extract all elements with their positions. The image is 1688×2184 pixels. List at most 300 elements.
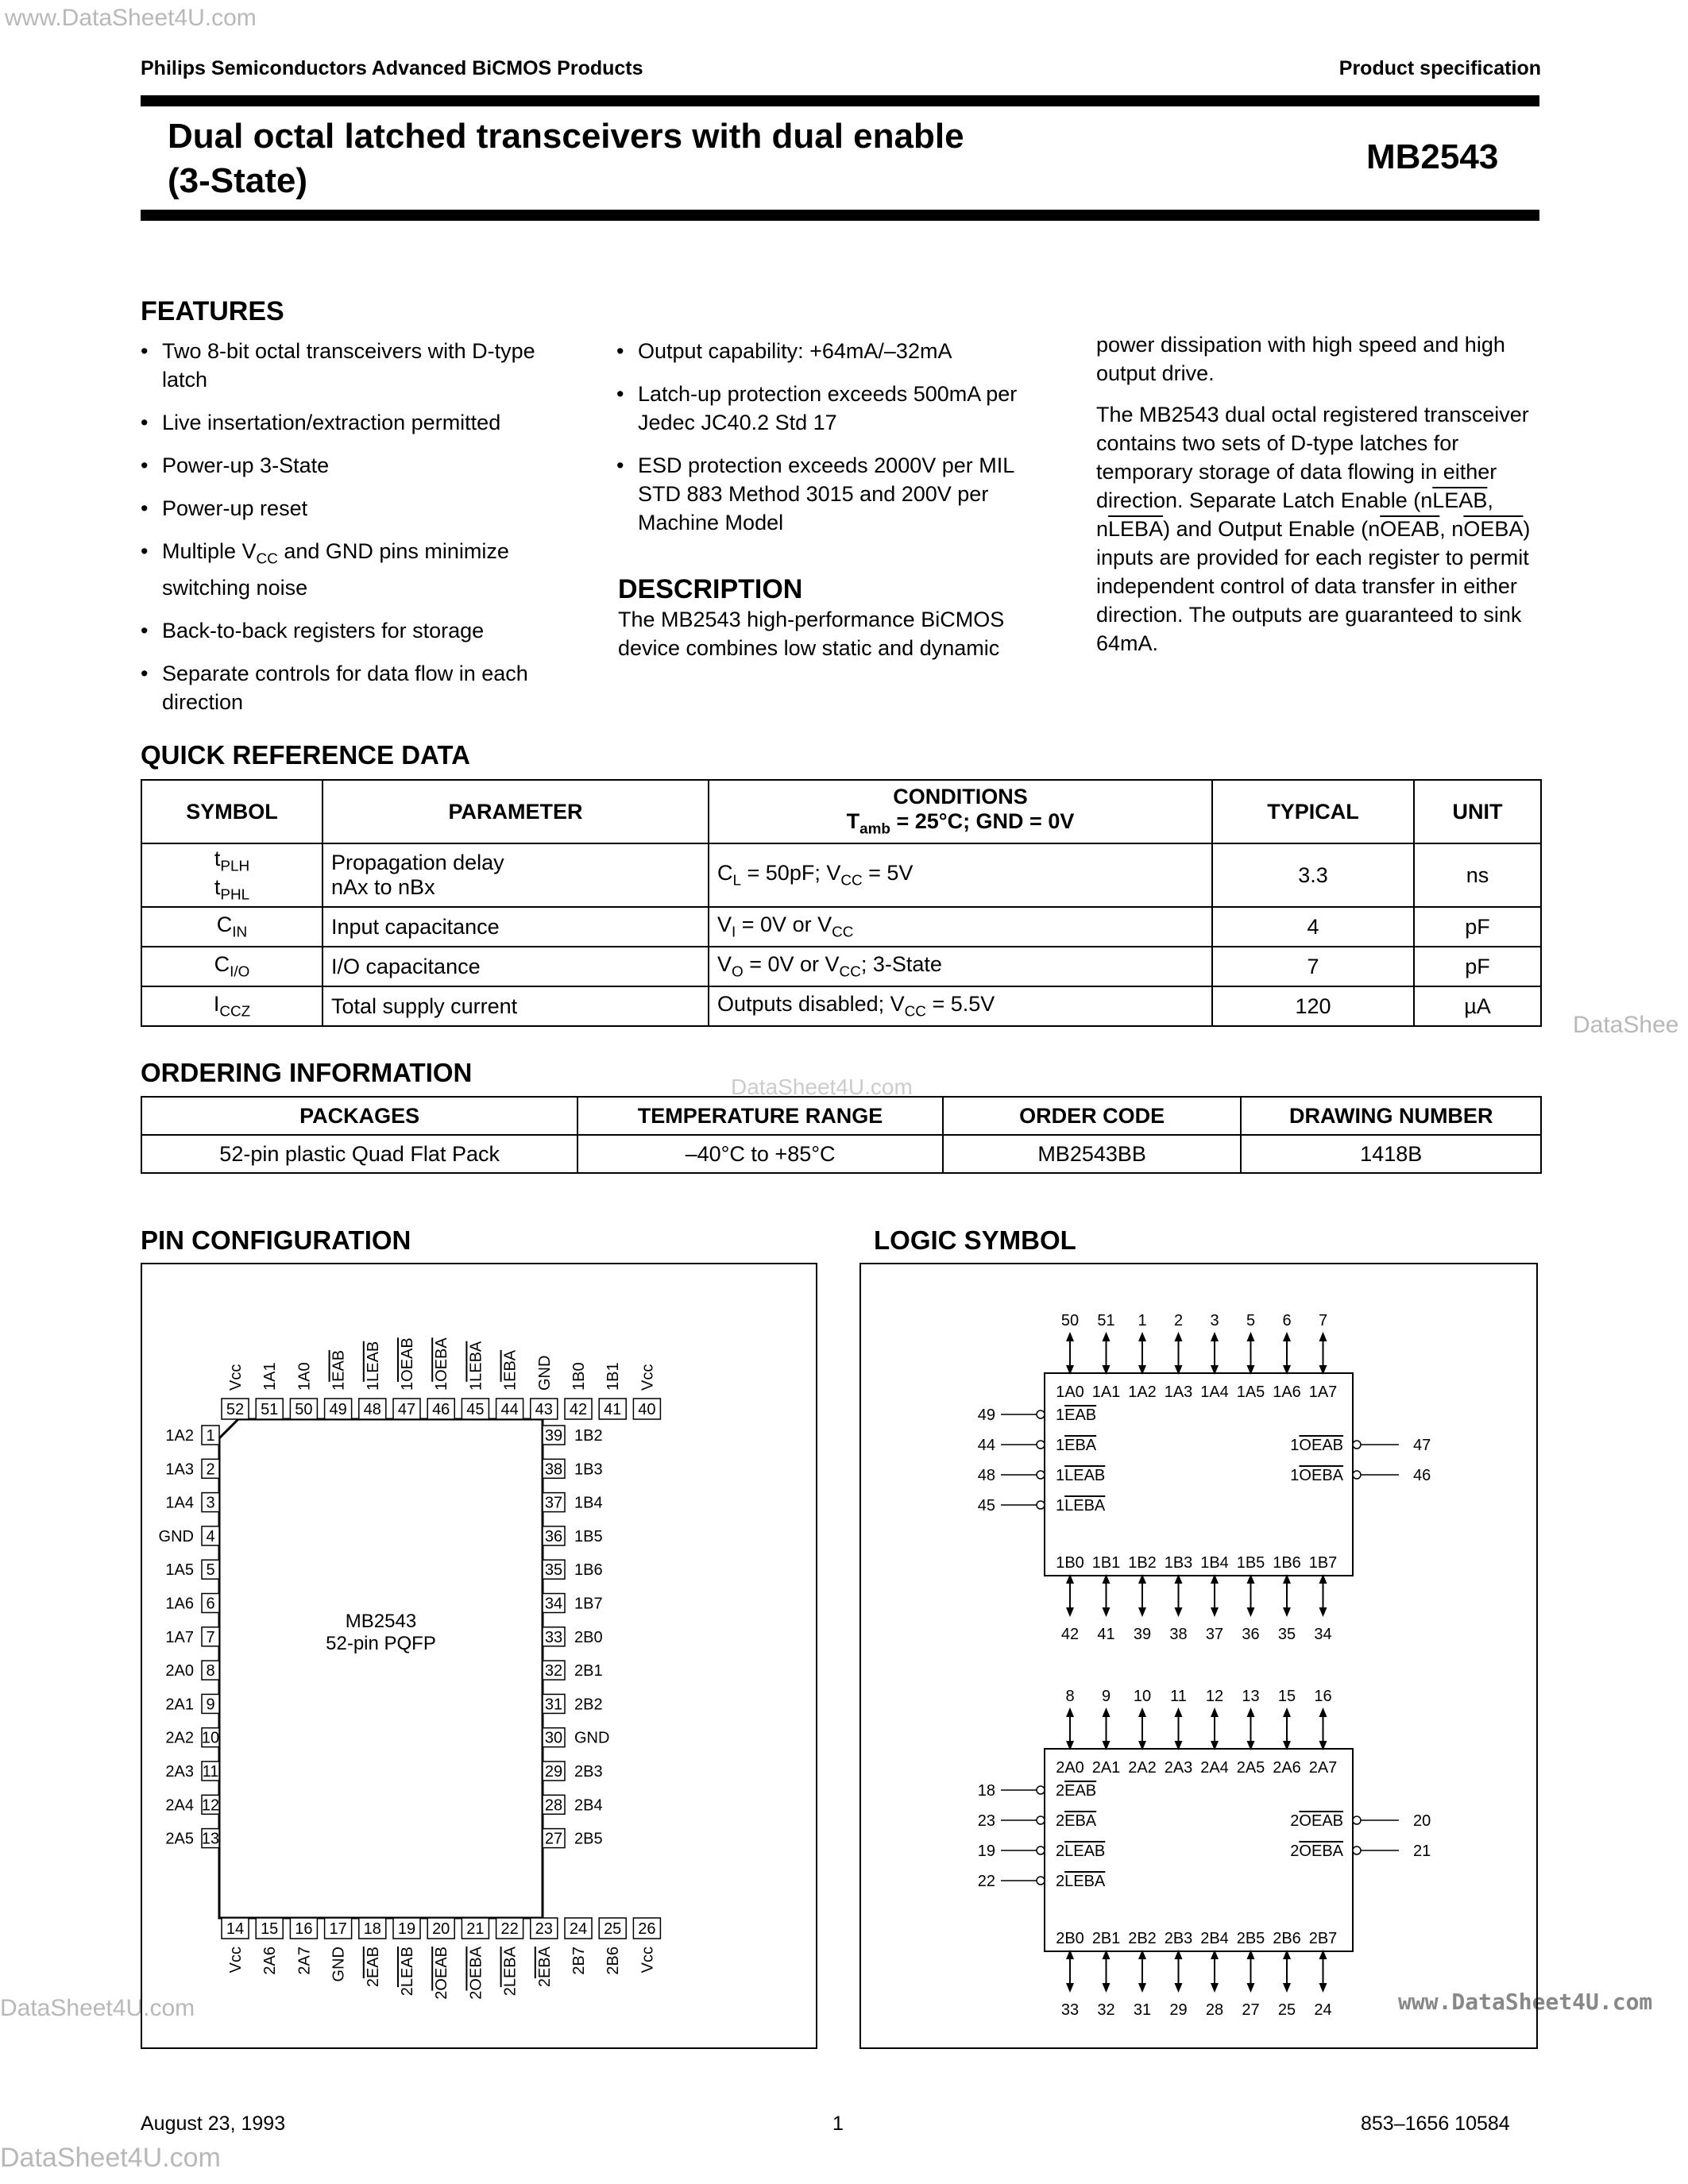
pin-label: 1A2	[1128, 1383, 1157, 1401]
pin-number: 20	[1413, 1812, 1431, 1830]
pin-label: 1A0	[1056, 1383, 1084, 1401]
symbol-cell: $C_{I/O}$	[141, 947, 323, 986]
pin-number: 47	[1413, 1437, 1431, 1454]
pin-label: 2A5	[165, 1830, 194, 1848]
pin-number: 48	[363, 1401, 381, 1418]
pin-number: 33	[544, 1628, 563, 1646]
svg-text:1EAB: 1EAB	[330, 1349, 348, 1391]
pin-label: 2A3	[1164, 1759, 1193, 1777]
col-unit: UNIT	[1414, 780, 1541, 843]
pin-label: 1B4	[574, 1494, 603, 1512]
arrow-down-icon	[1103, 1983, 1111, 1993]
arrow-down-icon	[1247, 1983, 1255, 1993]
pin-label: 1B7	[1308, 1554, 1338, 1572]
pin-number: 6	[206, 1595, 215, 1613]
pin-number: 18	[363, 1920, 381, 1938]
feature-item: • Two 8-bit octal transceivers with D-type latch	[141, 337, 570, 394]
unit-cell: ns	[1414, 843, 1541, 907]
pin-label: 2B7	[1308, 1930, 1338, 1947]
pin-label	[467, 1341, 485, 1391]
col-packages: PACKAGES	[141, 1097, 577, 1135]
drawing-number-cell: 1418B	[1241, 1135, 1541, 1173]
pin-label: 2B5	[574, 1830, 603, 1848]
arrow-down-icon	[1175, 1607, 1183, 1617]
bullet-icon: •	[616, 453, 624, 477]
pin-number: 29	[1169, 2001, 1188, 2019]
pin-number: 6	[1282, 1312, 1292, 1329]
pin-number: 15	[261, 1920, 279, 1938]
order-code-cell: MB2543BB	[943, 1135, 1242, 1173]
pin-number: 27	[544, 1830, 563, 1848]
pin-number: 23	[977, 1812, 995, 1830]
pin-label: 2B2	[574, 1696, 603, 1714]
arrow-up-icon	[1103, 1707, 1111, 1717]
chip-package: 52-pin PQFP	[326, 1633, 436, 1654]
bullet-icon: •	[141, 619, 149, 643]
pin-number: 22	[500, 1920, 519, 1938]
typical-cell: 120	[1212, 986, 1414, 1026]
svg-text:2EAB: 2EAB	[364, 1947, 382, 1988]
pin-label: 2A2	[1128, 1759, 1157, 1777]
pin-number: 40	[638, 1401, 656, 1418]
pin-number: 41	[604, 1401, 622, 1418]
pin-number: 44	[977, 1437, 995, 1454]
svg-text:2B6: 2B6	[605, 1947, 623, 1975]
svg-text:Vcc: Vcc	[227, 1364, 245, 1391]
pin-number: 25	[1277, 2001, 1296, 2019]
quick-ref-heading: QUICK REFERENCE DATA	[141, 740, 470, 770]
pin-label: 2B4	[574, 1796, 603, 1815]
pin-number: 34	[1314, 1626, 1332, 1643]
typical-cell: 4	[1212, 907, 1414, 947]
pin-number: 31	[544, 1696, 563, 1714]
pin-number: 2	[206, 1461, 215, 1479]
feature-item: • Live insertation/extraction permitted	[141, 408, 570, 437]
description-para-1-end: power dissipation with high speed and high output drive.	[1096, 333, 1505, 385]
pin-number: 33	[1060, 2001, 1080, 2019]
feature-item: • ESD protection exceeds 2000V per MIL STD 883 Method 3015 and 200V per Machine Model	[616, 451, 1045, 537]
arrow-up-icon	[1138, 1707, 1146, 1717]
svg-text:1B1: 1B1	[605, 1362, 623, 1391]
pin-number: 45	[466, 1401, 485, 1418]
pin-config-figure	[141, 1263, 817, 2049]
pin-label: 1B6	[1273, 1554, 1301, 1572]
ordering-heading: ORDERING INFORMATION	[141, 1058, 473, 1087]
pin-label	[330, 1350, 348, 1391]
pin-number: 34	[544, 1595, 563, 1613]
pin-label	[536, 1356, 554, 1391]
svg-text:GND: GND	[535, 1355, 554, 1391]
pin-label: 2B4	[1200, 1930, 1229, 1947]
pin-label: 2B3	[574, 1763, 603, 1781]
bullet-icon: •	[141, 662, 149, 686]
col-order-code: ORDER CODE	[943, 1097, 1242, 1135]
pin-number: 7	[206, 1628, 215, 1646]
logic-diagram	[861, 1264, 1536, 2047]
symbol-cell: $I_{CCZ}$	[141, 986, 323, 1026]
pin-number: 14	[226, 1920, 245, 1938]
pin-label	[570, 1947, 588, 1975]
pin-label: 2A7	[1308, 1759, 1338, 1777]
pin-label	[227, 1364, 245, 1391]
pin-number: 19	[397, 1920, 416, 1938]
pin-label	[639, 1947, 656, 1973]
inversion-bubble-icon	[1037, 1441, 1045, 1449]
footer-date: August 23, 1993	[141, 2113, 286, 2135]
pin-number: 44	[500, 1401, 519, 1418]
watermark-bottom-left: DataSheet4U.com	[0, 1995, 195, 2021]
arrow-up-icon	[1138, 1332, 1146, 1341]
pin-label	[570, 1362, 588, 1391]
watermark-bottom-left-2: DataSheet4U.com	[0, 2143, 221, 2173]
title-line-1: Dual octal latched transceivers with dual enable	[168, 117, 964, 156]
pin-number: 46	[1413, 1467, 1431, 1484]
arrow-up-icon	[1103, 1332, 1111, 1341]
pin-label: 1B4	[1200, 1554, 1229, 1572]
pin-label: 1B2	[574, 1427, 603, 1445]
description-para-1-start: The MB2543 high-performance BiCMOS device combines low static and dynamic	[618, 608, 1005, 660]
pin-number: 20	[432, 1920, 450, 1938]
pin-label: 1B6	[574, 1561, 603, 1580]
watermark-right: DataShee	[1573, 1012, 1679, 1038]
ordering-table	[141, 1096, 1542, 1174]
conditions-cell: $C_L = 50pF$; $V_{CC} = 5V$	[709, 843, 1212, 907]
pin-label	[536, 1946, 554, 1987]
logic-block	[978, 1312, 1431, 1643]
watermark-top: www.DataSheet4U.com	[5, 5, 257, 31]
inversion-bubble-icon	[1037, 1877, 1045, 1885]
pin-label: 1B1	[1091, 1554, 1121, 1572]
svg-text:Vcc: Vcc	[227, 1947, 245, 1974]
svg-text:2OEAB: 2OEAB	[433, 1947, 451, 2000]
pin-label: 2OEBA	[1290, 1843, 1343, 1860]
pin-label	[433, 1947, 450, 2000]
features-heading: FEATURES	[141, 296, 284, 326]
package-cell: 52-pin plastic Quad Flat Pack	[141, 1135, 577, 1173]
pin-label	[261, 1362, 279, 1391]
part-number: MB2543	[1366, 137, 1499, 176]
symbol-cell: $t_{PLH}$ $t_{PHL}$	[141, 843, 323, 907]
arrow-down-icon	[1066, 1607, 1074, 1617]
pin-number: 15	[1277, 1688, 1296, 1705]
pin-label: GND	[158, 1527, 194, 1545]
pin-label: 2A4	[1200, 1759, 1229, 1777]
typical-cell: 7	[1212, 947, 1414, 986]
pin-label	[365, 1947, 382, 1987]
arrow-down-icon	[1175, 1983, 1183, 1993]
feature-item: • Output capability: +64mA/–32mA	[616, 337, 1045, 365]
pin-number: 9	[1101, 1688, 1111, 1705]
pin-label	[467, 1946, 485, 1999]
pin-number: 13	[1242, 1688, 1260, 1705]
pqfp-diagram	[142, 1264, 816, 2047]
pin-number: 32	[1097, 2001, 1115, 2019]
pin-number: 26	[638, 1920, 656, 1938]
pin-number: 38	[1169, 1626, 1188, 1643]
arrow-up-icon	[1283, 1707, 1291, 1717]
pin-label	[639, 1364, 656, 1391]
parameter-cell: I/O capacitance	[323, 947, 709, 986]
inversion-bubble-icon	[1037, 1501, 1045, 1509]
arrow-down-icon	[1211, 1983, 1219, 1993]
svg-text:1EBA: 1EBA	[501, 1349, 520, 1391]
pin-label: GND	[574, 1729, 610, 1747]
conditions-cell: $V_O = 0V$ or $V_{CC}$; 3-State	[709, 947, 1212, 986]
pin-number: 21	[466, 1920, 485, 1938]
svg-text:2OEBA: 2OEBA	[467, 1947, 485, 2000]
logic-symbol-figure	[859, 1263, 1538, 2049]
pin-number: 11	[202, 1763, 219, 1781]
feature-item: • Power-up 3-State	[141, 451, 570, 480]
col-symbol: SYMBOL	[141, 780, 323, 843]
pin-number: 8	[206, 1662, 215, 1680]
arrow-down-icon	[1283, 1607, 1291, 1617]
pin-config-heading: PIN CONFIGURATION	[141, 1225, 411, 1255]
pin-label: 1B7	[574, 1595, 603, 1613]
pin-label: 1B3	[574, 1461, 603, 1479]
pin-number: 41	[1097, 1626, 1115, 1643]
pin-number: 22	[977, 1873, 995, 1890]
col-temperature: TEMPERATURE RANGE	[577, 1097, 943, 1135]
arrow-up-icon	[1283, 1332, 1291, 1341]
pin-label: 2B1	[1091, 1930, 1121, 1947]
pin-number: 3	[206, 1494, 215, 1512]
pin-label: 2B5	[1236, 1930, 1265, 1947]
arrow-up-icon	[1319, 1707, 1327, 1717]
title-line-2: (3-State)	[168, 161, 308, 200]
bullet-icon: •	[616, 382, 624, 406]
pin-number: 31	[1133, 2001, 1152, 2019]
svg-text:2EBA: 2EBA	[535, 1947, 554, 1988]
pin-number: 39	[1133, 1626, 1152, 1643]
arrow-down-icon	[1138, 1983, 1146, 1993]
col-drawing-number: DRAWING NUMBER	[1241, 1097, 1541, 1135]
svg-text:Vcc: Vcc	[639, 1947, 657, 1974]
conditions-cell: $V_I = 0V$ or $V_{CC}$	[709, 907, 1212, 947]
pin-label	[502, 1946, 520, 1996]
pin-number: 39	[544, 1427, 563, 1445]
svg-text:2A7: 2A7	[295, 1947, 314, 1975]
bullet-icon: •	[141, 539, 149, 563]
arrow-down-icon	[1283, 1983, 1291, 1993]
bullet-icon: •	[141, 496, 149, 520]
pin-number: 28	[544, 1796, 563, 1815]
inversion-bubble-icon	[1037, 1786, 1045, 1794]
col-parameter: PARAMETER	[323, 780, 709, 843]
pin-number: 16	[295, 1920, 313, 1938]
pin-number: 29	[544, 1763, 563, 1781]
pin-label: 1A7	[1308, 1383, 1338, 1401]
inversion-bubble-icon	[1037, 1471, 1045, 1479]
svg-text:2B7: 2B7	[570, 1947, 588, 1975]
arrow-up-icon	[1175, 1332, 1183, 1341]
features-list-2	[616, 337, 1045, 551]
pin-number: 32	[544, 1662, 563, 1680]
pin-number: 21	[1413, 1843, 1431, 1860]
pin-number: 24	[1314, 2001, 1332, 2019]
pin-label: 2LEBA	[1056, 1873, 1106, 1890]
pin-label: 1LEBA	[1056, 1497, 1106, 1515]
pin-label: 1A5	[1236, 1383, 1265, 1401]
pin-number: 27	[1242, 2001, 1260, 2019]
pin-number: 48	[977, 1467, 995, 1484]
pin-number: 11	[1170, 1688, 1187, 1705]
inversion-bubble-icon	[1037, 1410, 1045, 1418]
arrow-down-icon	[1103, 1607, 1111, 1617]
pin-label	[605, 1947, 622, 1975]
pin-number: 49	[329, 1401, 347, 1418]
temperature-cell: –40°C to +85°C	[577, 1135, 943, 1173]
quick-ref-table	[141, 779, 1542, 1027]
arrow-down-icon	[1319, 1983, 1327, 1993]
pin-label: 1OEAB	[1290, 1437, 1343, 1454]
pin-number: 46	[432, 1401, 450, 1418]
symbol-cell: $C_{IN}$	[141, 907, 323, 947]
parameter-cell: Input capacitance	[323, 907, 709, 947]
inversion-bubble-icon	[1353, 1471, 1361, 1479]
title-rule	[141, 210, 1539, 221]
pin-number: 5	[1246, 1312, 1256, 1329]
svg-text:1OEBA: 1OEBA	[433, 1337, 451, 1391]
pin-number: 47	[397, 1401, 416, 1418]
pin-label	[399, 1947, 416, 1996]
table-row	[141, 1135, 1541, 1173]
pin-number: 50	[295, 1401, 313, 1418]
arrow-up-icon	[1319, 1332, 1327, 1341]
pin-label: 2A1	[1091, 1759, 1121, 1777]
parameter-cell: Propagation delay nAx to nBx	[323, 843, 709, 907]
pin-number: 10	[1133, 1688, 1152, 1705]
pin-label: 1B5	[574, 1527, 603, 1545]
parameter-cell: Total supply current	[323, 986, 709, 1026]
inversion-bubble-icon	[1353, 1441, 1361, 1449]
pin-number: 49	[977, 1406, 995, 1424]
pin-label: 2EAB	[1056, 1782, 1097, 1800]
pin-number: 23	[535, 1920, 553, 1938]
svg-text:1OEAB: 1OEAB	[399, 1337, 416, 1391]
pin-label	[330, 1947, 348, 1981]
bullet-icon: •	[141, 339, 149, 363]
pin-label: 2A6	[1273, 1759, 1301, 1777]
unit-cell: µA	[1414, 986, 1541, 1026]
pin-number: 51	[261, 1401, 279, 1418]
pin-label	[261, 1947, 279, 1975]
svg-text:1A0: 1A0	[295, 1362, 314, 1391]
pin-label	[433, 1337, 450, 1391]
svg-text:1B0: 1B0	[570, 1362, 588, 1391]
pin-label	[295, 1362, 313, 1391]
bullet-icon: •	[616, 339, 624, 363]
pin-number: 5	[206, 1561, 215, 1580]
svg-text:2A6: 2A6	[261, 1947, 280, 1975]
footer-page: 1	[832, 2113, 844, 2135]
svg-text:1LEBA: 1LEBA	[467, 1341, 485, 1391]
pin-number: 4	[206, 1527, 215, 1545]
pin-number: 43	[535, 1401, 553, 1418]
table-row	[141, 947, 1541, 986]
pin-label: 1A7	[165, 1628, 194, 1646]
col-conditions: CONDITIONS $T_{amb} = 25^\circ C$; GND = 0V	[709, 780, 1212, 843]
features-list	[141, 337, 570, 731]
table-row	[141, 907, 1541, 947]
inversion-bubble-icon	[1353, 1846, 1361, 1854]
feature-item: • Multiple $V_{CC}$ and GND pins minimize switching noise	[141, 537, 570, 602]
pin-number: 12	[201, 1796, 220, 1815]
pin-label: 1A4	[165, 1494, 194, 1512]
pin-number: 2	[1173, 1312, 1184, 1329]
pin-number: 35	[544, 1561, 563, 1580]
arrow-up-icon	[1066, 1707, 1074, 1717]
pin-number: 42	[569, 1401, 588, 1418]
pin-number: 24	[569, 1920, 588, 1938]
pin-label: 1LEAB	[1056, 1467, 1106, 1484]
pin-number: 1	[206, 1427, 215, 1445]
pin-number: 37	[544, 1494, 563, 1512]
pin-number: 18	[977, 1782, 995, 1800]
top-rule	[141, 95, 1539, 106]
pin-label: 1A3	[1164, 1383, 1193, 1401]
pin-label: 1A1	[1091, 1383, 1121, 1401]
pin-number: 50	[1060, 1312, 1080, 1329]
bullet-icon: •	[141, 411, 149, 434]
pin-label: 1B5	[1236, 1554, 1265, 1572]
table-header-row	[141, 1097, 1541, 1135]
pin-number: 3	[1210, 1312, 1219, 1329]
chip-name: MB2543	[345, 1611, 417, 1632]
pin-number: 36	[1242, 1626, 1260, 1643]
svg-text:GND: GND	[330, 1947, 348, 1982]
pin-number: 28	[1205, 2001, 1224, 2019]
inversion-bubble-icon	[1037, 1846, 1045, 1854]
description-heading: DESCRIPTION	[618, 574, 803, 604]
pin-label: 2B3	[1164, 1930, 1193, 1947]
arrow-up-icon	[1066, 1332, 1074, 1341]
table-row	[141, 843, 1541, 907]
pin-label	[295, 1947, 313, 1975]
pin-label: 2LEAB	[1056, 1843, 1106, 1860]
svg-text:1A1: 1A1	[261, 1362, 280, 1391]
pin-label: 2A0	[1056, 1759, 1084, 1777]
watermark-bottom-right: www.DataSheet4U.com	[1398, 1989, 1653, 2015]
pin-label	[227, 1947, 245, 1973]
pin-label: 1A3	[165, 1461, 194, 1479]
watermark-center: DataSheet4U.com	[731, 1075, 913, 1099]
pin-number: 42	[1060, 1626, 1080, 1643]
pin-number: 17	[329, 1920, 347, 1938]
pin-label: 2A0	[165, 1662, 194, 1680]
arrow-up-icon	[1211, 1332, 1219, 1341]
page-title	[168, 114, 964, 203]
doc-type: Product specification	[1338, 57, 1541, 79]
pin-label: 1EAB	[1056, 1406, 1097, 1424]
arrow-up-icon	[1247, 1332, 1255, 1341]
pin-number: 7	[1318, 1312, 1328, 1329]
pin-label: 2A2	[165, 1729, 194, 1747]
pin-label: 1A5	[165, 1561, 194, 1580]
pin-label: 2B6	[1273, 1930, 1301, 1947]
pin-label: 1A6	[1273, 1383, 1301, 1401]
arrow-up-icon	[1247, 1707, 1255, 1717]
table-header-row	[141, 780, 1541, 843]
pin-label: 2A3	[165, 1763, 194, 1781]
pin-label: 2B2	[1128, 1930, 1157, 1947]
pin-number: 30	[544, 1729, 563, 1747]
pin-label: 1B3	[1164, 1554, 1193, 1572]
col-typical: TYPICAL	[1212, 780, 1414, 843]
pin-number: 35	[1277, 1626, 1296, 1643]
pin-number: 37	[1205, 1626, 1224, 1643]
logic-block	[978, 1688, 1431, 2019]
